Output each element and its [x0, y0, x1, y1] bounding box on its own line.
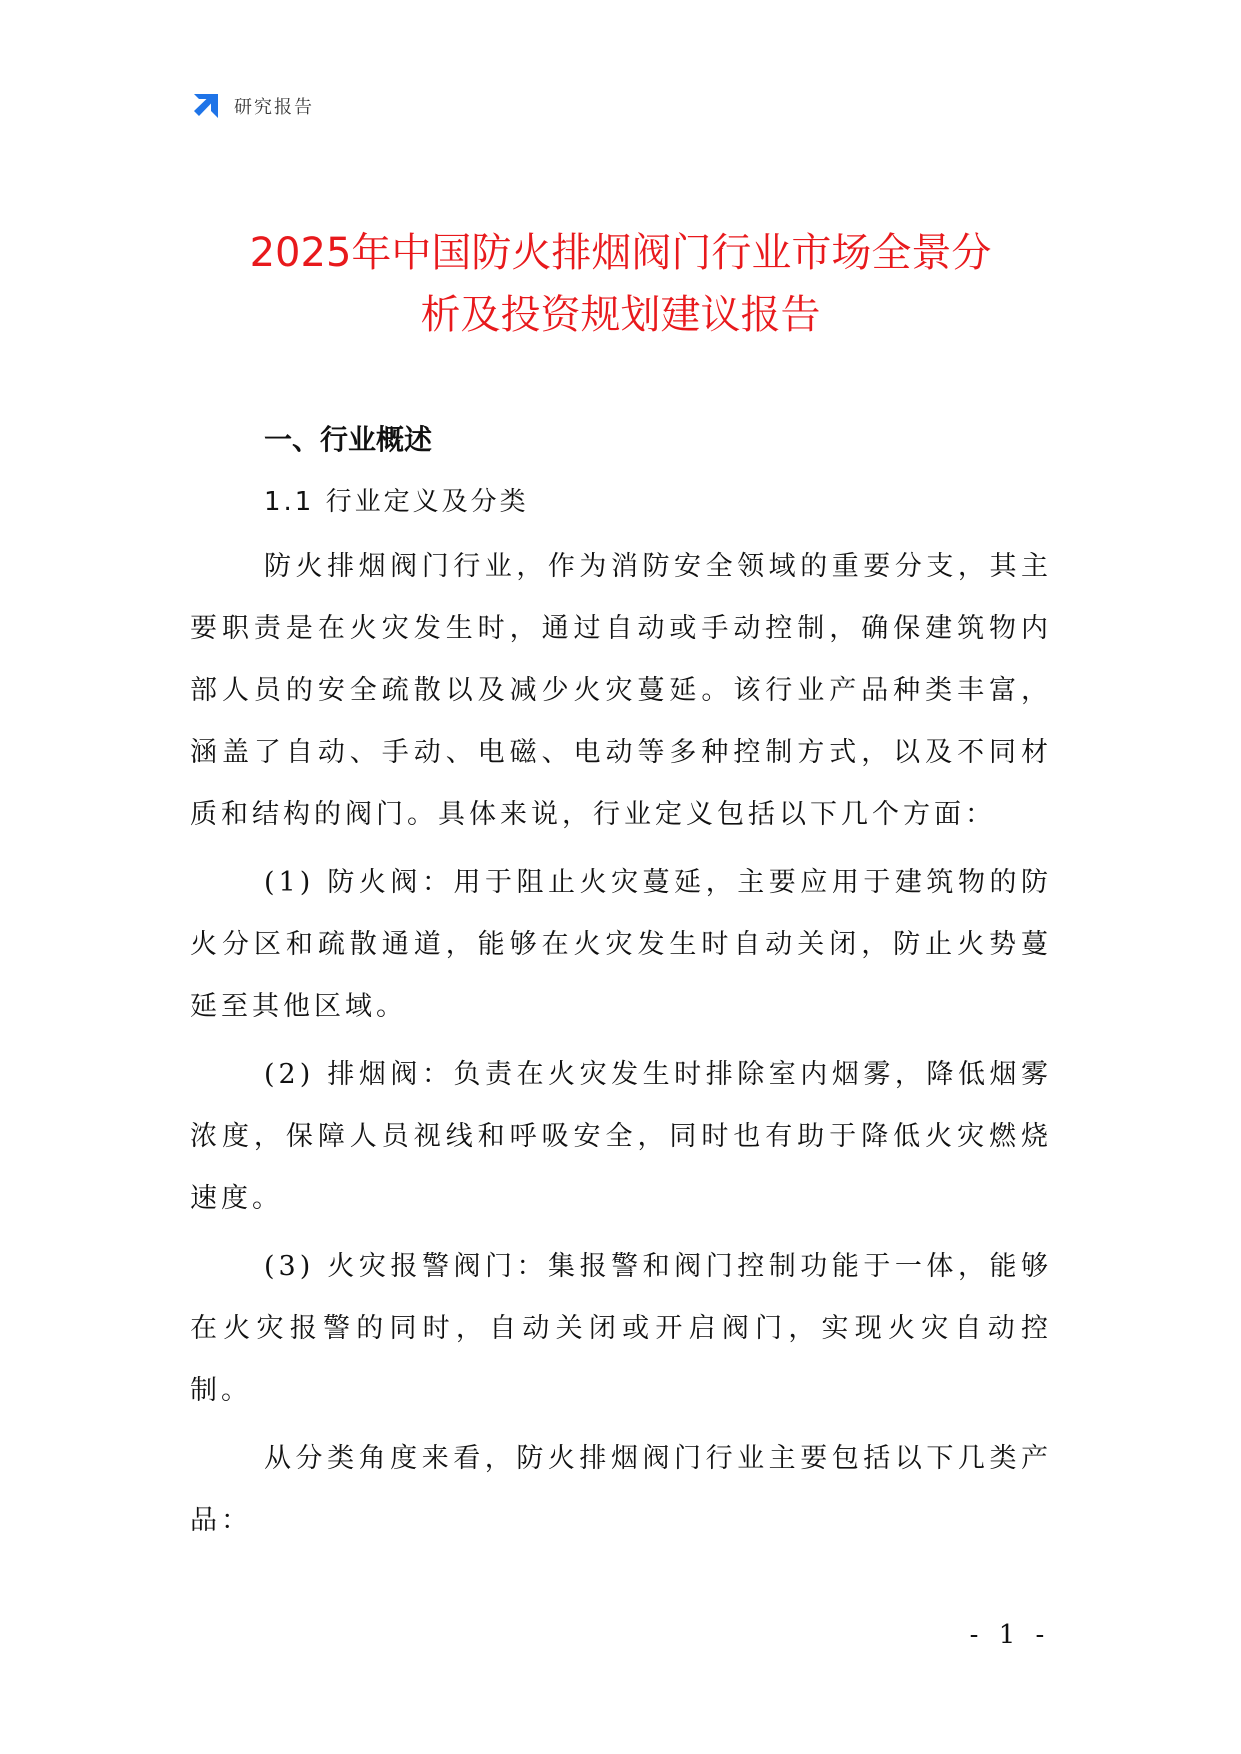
subsection-heading: 1.1 行业定义及分类	[264, 487, 529, 517]
page-number: - 1 -	[969, 1620, 1051, 1650]
paragraph-classification: 从分类角度来看，防火排烟阀门行业主要包括以下几类产品：	[190, 1443, 1052, 1536]
body-text	[190, 536, 1052, 1558]
arrow-up-right-icon	[190, 90, 222, 122]
brand-label: 研究报告	[234, 97, 314, 118]
paragraph-item-2: (2) 排烟阀：负责在火灾发生时排除室内烟雾，降低烟雾浓度，保障人员视线和呼吸安全，同时也有助于降低火灾燃烧速度。	[190, 1059, 1052, 1214]
paragraph-intro: 防火排烟阀门行业，作为消防安全领域的重要分支，其主要职责是在火灾发生时，通过自动或手动控制，确保建筑物内部人员的安全疏散以及减少火灾蔓延。该行业产品种类丰富，涵盖了自动、手动、电磁、电动等多种控制方式，以及不同材质和结构的阀门。具体来说，行业定义包括以下几个方面：	[190, 551, 1052, 830]
paragraph-item-3: (3) 火灾报警阀门：集报警和阀门控制功能于一体，能够在火灾报警的同时，自动关闭或开启阀门，实现火灾自动控制。	[190, 1251, 1052, 1406]
title-line-1: 2025年中国防火排烟阀门行业市场全景分	[249, 230, 992, 276]
document-title	[150, 222, 1091, 346]
section-heading: 一、行业概述	[264, 423, 433, 456]
page-header	[190, 88, 314, 124]
title-line-2: 析及投资规划建议报告	[420, 292, 821, 338]
paragraph-item-1: (1) 防火阀：用于阻止火灾蔓延，主要应用于建筑物的防火分区和疏散通道，能够在火灾发生时自动关闭，防止火势蔓延至其他区域。	[190, 867, 1052, 1022]
